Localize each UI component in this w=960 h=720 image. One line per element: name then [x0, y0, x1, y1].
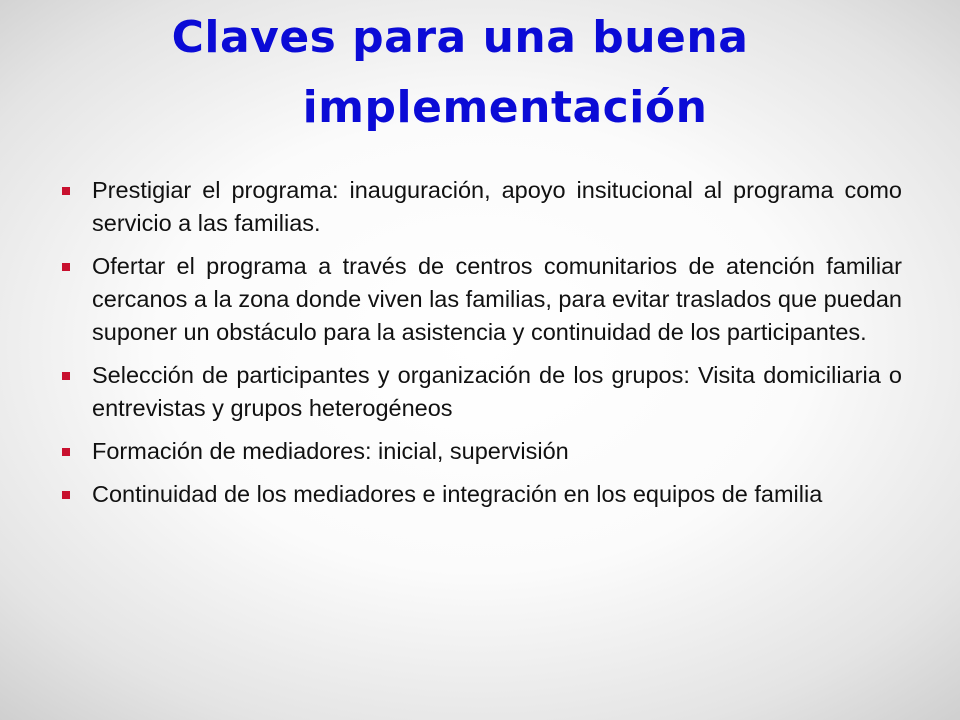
slide-title-line-2: implementación [302, 82, 708, 133]
square-bullet-icon [62, 372, 70, 380]
bullet-list [60, 174, 902, 521]
bullet-item [60, 250, 902, 349]
bullet-text: Continuidad de los mediadores e integración en los equipos de familia [92, 481, 823, 507]
slide-title-line-1: Claves para una buena [171, 12, 749, 63]
bullet-text: Ofertar el programa a través de centros comunitarios de atención familiar cercanos a la zona donde viven las familias, para evitar traslados que puedan suponer un obstáculo para la asistencia y continuidad de los participantes. [92, 253, 902, 345]
square-bullet-icon [62, 263, 70, 271]
bullet-text: Selección de participantes y organización de los grupos: Visita domiciliaria o entrevistas y grupos heterogéneos [92, 362, 902, 421]
bullet-item [60, 174, 902, 240]
square-bullet-icon [62, 448, 70, 456]
bullet-item [60, 435, 902, 468]
square-bullet-icon [62, 187, 70, 195]
bullet-item [60, 359, 902, 425]
bullet-item [60, 478, 902, 511]
square-bullet-icon [62, 491, 70, 499]
bullet-text: Prestigiar el programa: inauguración, apoyo insitucional al programa como servicio a las familias. [92, 177, 902, 236]
bullet-text: Formación de mediadores: inicial, supervisión [92, 438, 569, 464]
